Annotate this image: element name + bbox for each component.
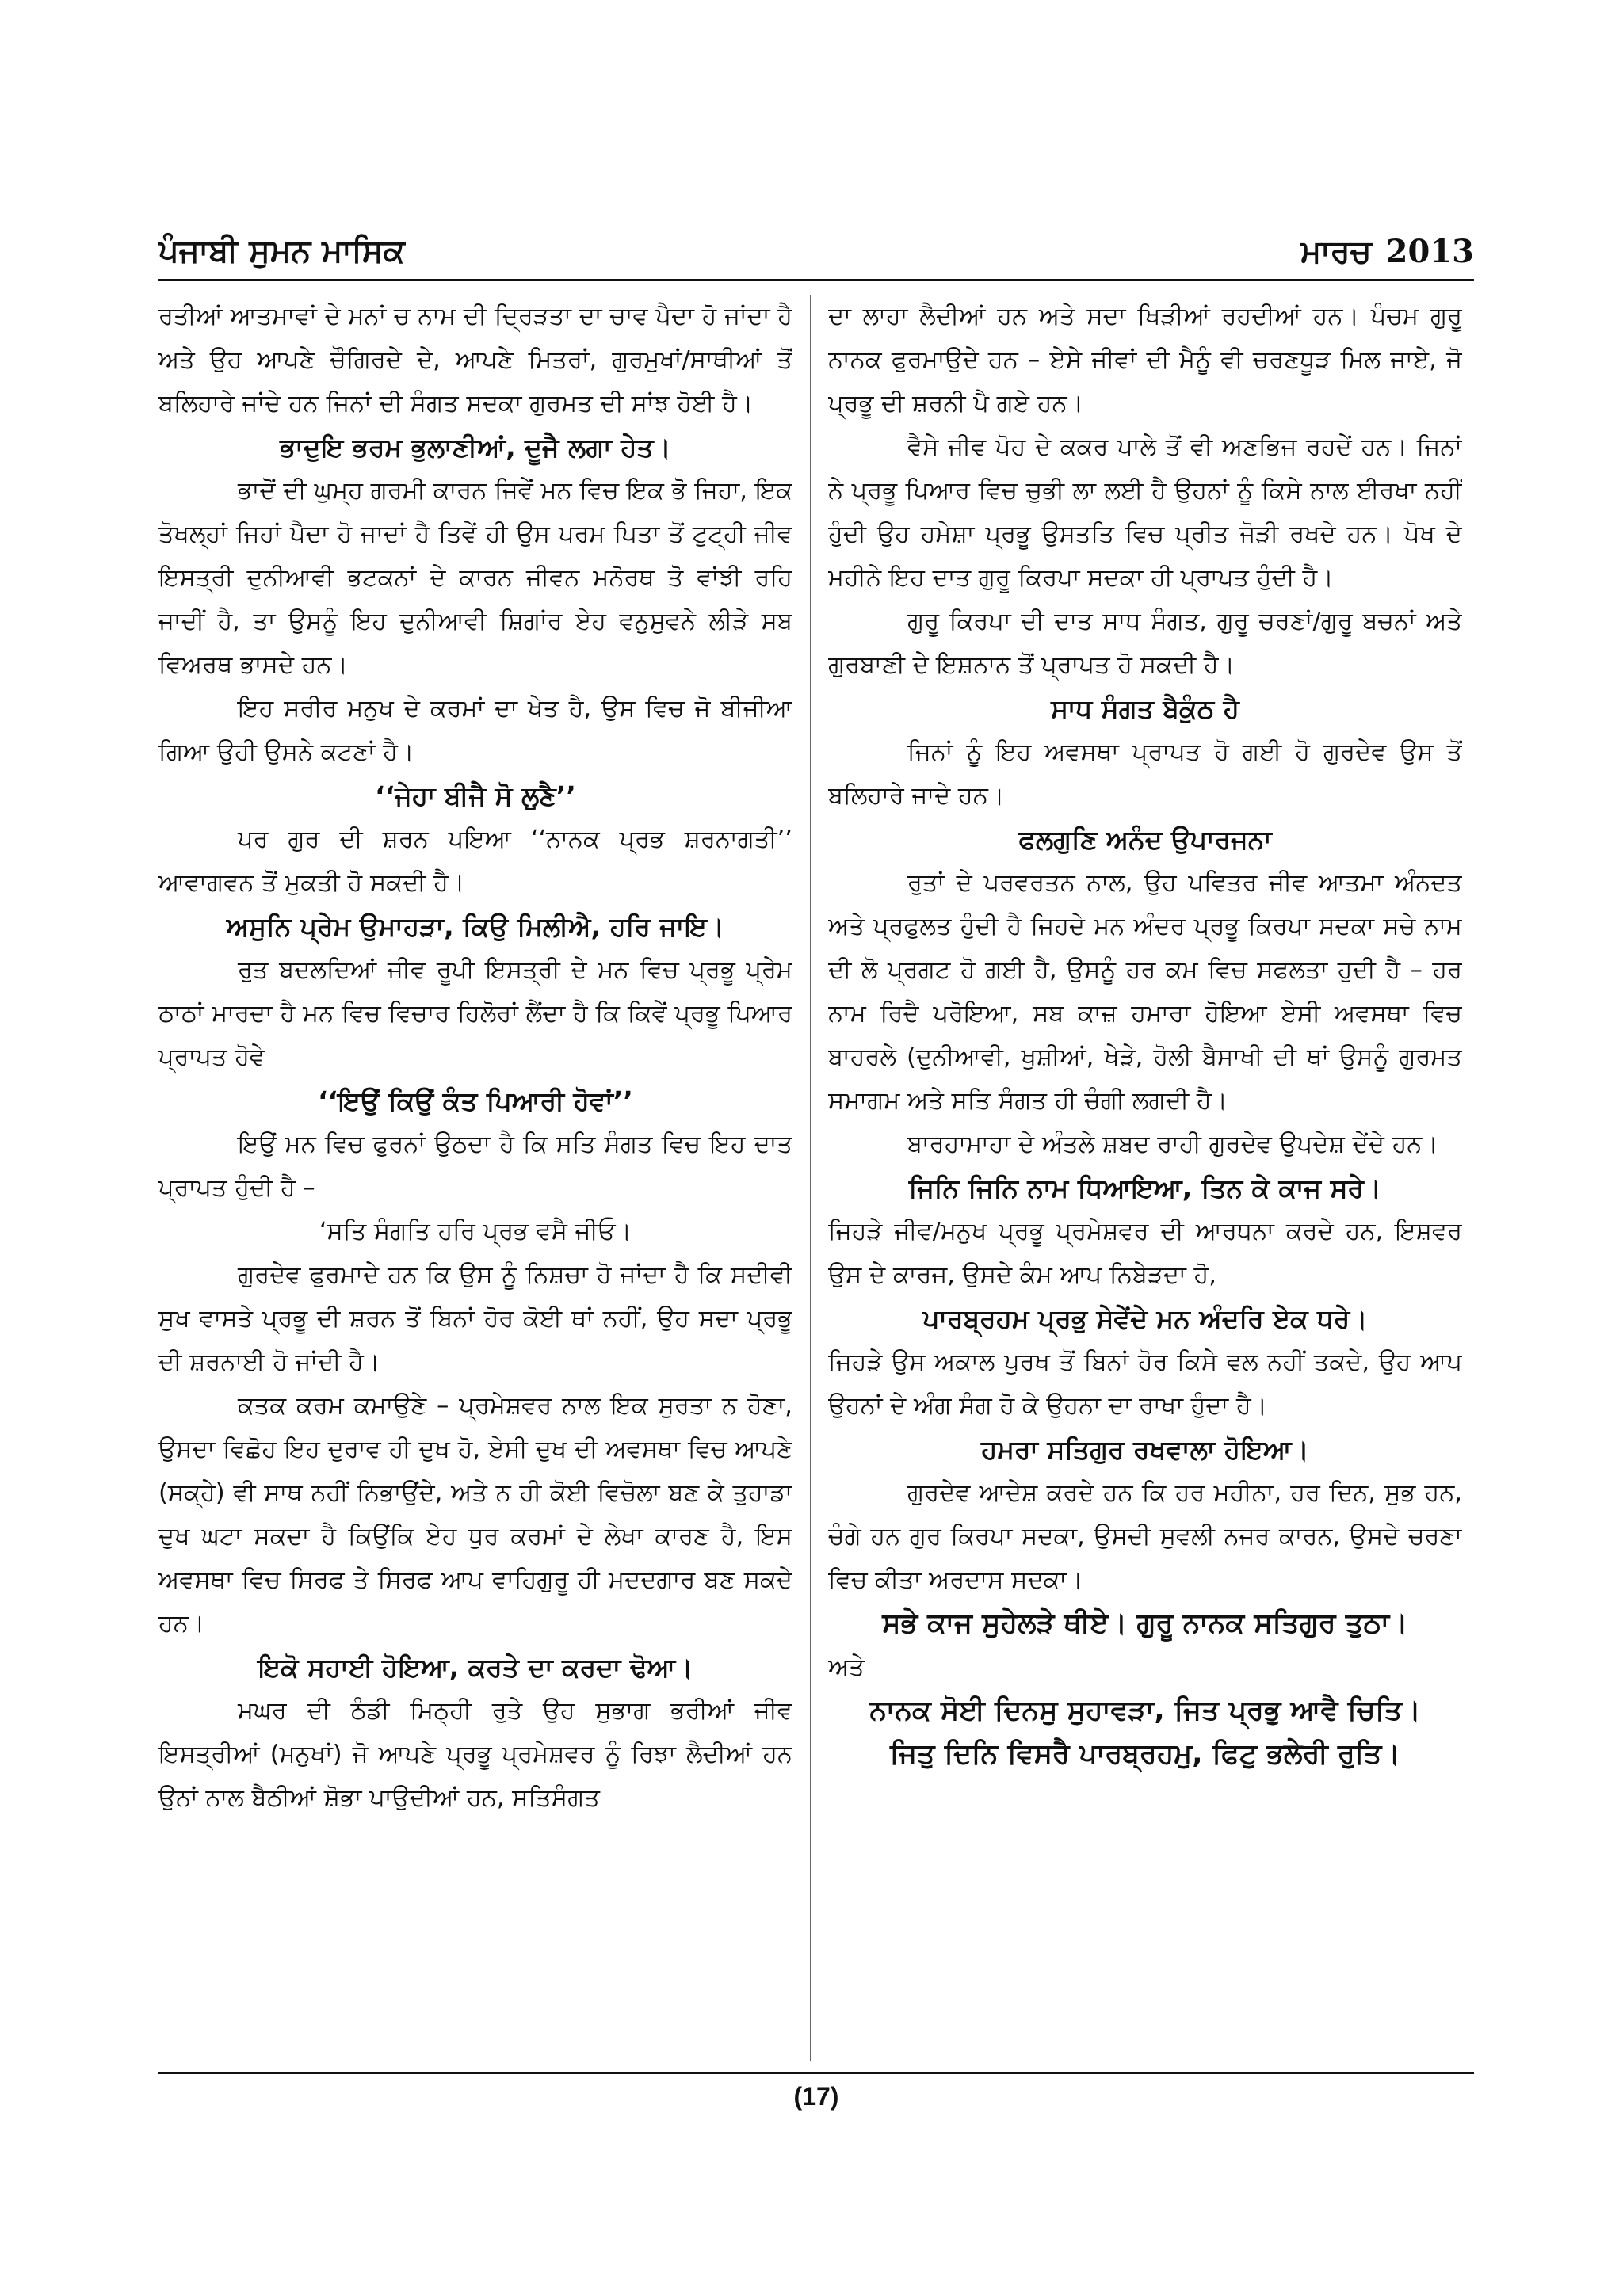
verse-heading: ਨਾਨਕ ਸੋਈ ਦਿਨਸੁ ਸੁਹਾਵੜਾ, ਜਿਤ ਪ੍ਰਭੁ ਆਵੈ ਚਿਤਿ। [869,1695,1421,1726]
paragraph: ਇਹ ਸਰੀਰ ਮਨੁਖ ਦੇ ਕਰਮਾਂ ਦਾ ਖੇਤ ਹੈ, ਉਸ ਵਿਚ ਜੋ ਬੀਜੀਆ ਗਿਆ ਉਹੀ ਉਸਨੇ ਕਟਣਾਂ ਹੈ। [158,695,792,766]
verse-heading: ਇਕੋ ਸਹਾਈ ਹੋਇਆ, ਕਰਤੇ ਦਾ ਕਰਦਾ ਢੋਆ। [258,1652,693,1683]
paragraph: ਮਘਰ ਦੀ ਠੰਡੀ ਮਿਠ੍ਹੀ ਰੁਤੇ ਉਹ ਸੁਭਾਗ ਭਰੀਆਂ ਜੀਵ ਇਸਤ੍ਰੀਆਂ (ਮਨੁਖਾਂ) ਜੋ ਆਪਣੇ ਪ੍ਰਭੂ ਪ੍ਰਮੇਸ਼ਵਰ ਨੂੰ ਰਿਝਾ ਲੈਦੀਆਂ ਹਨ ਉਨਾਂ ਨਾਲ ਬੈਠੀਆਂ ਸ਼ੋਭਾ ਪਾਉਦੀਆਂ ਹਨ, ਸਤਿਸੰਗਤ [158,1697,792,1812]
issue-month: ਮਾਰਚ [1300,234,1372,270]
right-column [828,295,1462,2061]
paragraph: ਜਿਨਾਂ ਨੂੰ ਇਹ ਅਵਸਥਾ ਪ੍ਰਾਪਤ ਹੋ ਗਈ ਹੋ ਗੁਰਦੇਵ ਉਸ ਤੋਂ ਬਲਿਹਾਰੇ ਜਾਦੇ ਹਨ। [828,738,1462,810]
verse-heading: ਜਿਤੁ ਦਿਨਿ ਵਿਸਰੈ ਪਾਰਬ੍ਰਹਮੁ, ਫਿਟੁ ਭਲੇਰੀ ਰੁਤਿ। [890,1738,1400,1770]
verse-heading: ਅਸੁਨਿ ਪ੍ਰੇਮ ਉਮਾਹੜਾ, ਕਿਉ ਮਿਲੀਐ, ਹਰਿ ਜਾਇ। [226,911,725,942]
conjunction-line: ਅਤੇ [828,1653,865,1681]
paragraph: ਪਰ ਗੁਰ ਦੀ ਸ਼ਰਨ ਪਇਆ ‘‘ਨਾਨਕ ਪ੍ਰਭ ਸ਼ਰਨਾਗਤੀ’’ ਆਵਾਗਵਨ ਤੋਂ ਮੁਕਤੀ ਹੋ ਸਕਦੀ ਹੈ। [158,826,792,897]
paragraph: ਕਤਕ ਕਰਮ ਕਮਾਉਣੇ – ਪ੍ਰਮੇਸ਼ਵਰ ਨਾਲ ਇਕ ਸੁਰਤਾ ਨ ਹੋਣਾ, ਉਸਦਾ ਵਿਛੋਹ ਇਹ ਦੁਰਾਵ ਹੀ ਦੁਖ ਹੋ, ਏਸੀ ਦੁਖ ਦੀ ਅਵਸਥਾ ਵਿਚ ਆਪਣੇ (ਸਕ੍ਹੇ) ਵੀ ਸਾਥ ਨਹੀਂ ਨਿਭਾਉਂਦੇ, ਅਤੇ ਨ ਹੀ ਕੋਈ ਵਿਚੋਲਾ ਬਣ ਕੇ ਤੁਹਾਡਾ ਦੁਖ ਘਟਾ ਸਕਦਾ ਹੈ ਕਿਉਂਕਿ ਏਹ ਧੁਰ ਕਰਮਾਂ ਦੇ ਲੇਖਾ ਕਾਰਣ ਹੈ, ਇਸ ਅਵਸਥਾ ਵਿਚ ਸਿਰਫ ਤੇ ਸਿਰਫ ਆਪ ਵਾਹਿਗੁਰੂ ਹੀ ਮਦਦਗਾਰ ਬਣ ਸਕਦੇ ਹਨ। [158,1392,792,1638]
issue-date [1300,233,1474,270]
header-rule [158,279,1474,281]
left-column [158,295,792,2061]
issue-year: 2013 [1385,233,1474,270]
verse-heading: ਪਾਰਬ੍ਰਹਮ ਪ੍ਰਭੁ ਸੇਵੇਂਦੇ ਮਨ ਅੰਦਰਿ ਏਕ ਧਰੇ। [922,1303,1368,1334]
footer-rule [158,2072,1474,2074]
verse-heading: ‘‘ਜੇਹਾ ਬੀਜੈ ਸੋ ਲੁਣੈ’’ [375,780,576,811]
paragraph: ਇਉਂ ਮਨ ਵਿਚ ਫੁਰਨਾਂ ਉਠਦਾ ਹੈ ਕਿ ਸਤਿ ਸੰਗਤ ਵਿਚ ਇਹ ਦਾਤ ਪ੍ਰਾਪਤ ਹੁੰਦੀ ਹੈ – [158,1131,792,1202]
paragraph: ਗੁਰਦੇਵ ਆਦੇਸ਼ ਕਰਦੇ ਹਨ ਕਿ ਹਰ ਮਹੀਨਾ, ਹਰ ਦਿਨ, ਸੁਭ ਹਨ, ਚੰਗੇ ਹਨ ਗੁਰ ਕਿਰਪਾ ਸਦਕਾ, ਉਸਦੀ ਸੁਵਲੀ ਨਜਰ ਕਾਰਨ, ਉਸਦੇ ਚਰਣਾ ਵਿਚ ਕੀਤਾ ਅਰਦਾਸ ਸਦਕਾ। [828,1479,1462,1594]
paragraph: ਰੁਤ ਬਦਲਦਿਆਂ ਜੀਵ ਰੂਪੀ ਇਸਤ੍ਰੀ ਦੇ ਮਨ ਵਿਚ ਪ੍ਰਭੂ ਪ੍ਰੇਮ ਠਾਠਾਂ ਮਾਰਦਾ ਹੈ ਮਨ ਵਿਚ ਵਿਚਾਰ ਹਿਲੋਰਾਂ ਲੈਂਦਾ ਹੈ ਕਿ ਕਿਵੇਂ ਪ੍ਰਭੂ ਪਿਆਰ ਪ੍ਰਾਪਤ ਹੋਵੇ [158,956,792,1071]
verse-heading: ‘‘ਇਉਂ ਕਿਉਂ ਕੰਤ ਪਿਆਰੀ ਹੋਵਾਂ’’ [318,1085,633,1116]
verse-heading: ਫਲਗੁਣਿ ਅਨੰਦ ਉਪਾਰਜਨਾ [1018,824,1272,855]
magazine-title: ਪੰਜਾਬੀ ਸੁਮਨ ਮਾਸਿਕ [158,233,405,269]
paragraph: ਗੁਰੂ ਕਿਰਪਾ ਦੀ ਦਾਤ ਸਾਧ ਸੰਗਤ, ਗੁਰੂ ਚਰਣਾਂ/ਗੁਰੂ ਬਚਨਾਂ ਅਤੇ ਗੁਰਬਾਣੀ ਦੇ ਇਸ਼ਨਾਨ ਤੋਂ ਪ੍ਰਾਪਤ ਹੋ ਸਕਦੀ ਹੈ। [828,608,1462,679]
paragraph: ਜਿਹੜੇ ਉਸ ਅਕਾਲ ਪੁਰਖ ਤੋਂ ਬਿਨਾਂ ਹੋਰ ਕਿਸੇ ਵਲ ਨਹੀਂ ਤਕਦੇ, ਉਹ ਆਪ ਉਹਨਾਂ ਦੇ ਅੰਗ ਸੰਗ ਹੋ ਕੇ ਉਹਨਾ ਦਾ ਰਾਖਾ ਹੁੰਦਾ ਹੈ। [828,1348,1462,1420]
paragraph: ਰੁਤਾਂ ਦੇ ਪਰਵਰਤਨ ਨਾਲ, ਉਹ ਪਵਿਤਰ ਜੀਵ ਆਤਮਾ ਅੰਨਦਤ ਅਤੇ ਪ੍ਰਫੁਲਤ ਹੁੰਦੀ ਹੈ ਜਿਹਦੇ ਮਨ ਅੰਦਰ ਪ੍ਰਭੂ ਕਿਰਪਾ ਸਦਕਾ ਸਚੇ ਨਾਮ ਦੀ ਲੋ ਪ੍ਰਗਟ ਹੋ ਗਈ ਹੈ, ਉਸਨੂੰ ਹਰ ਕਮ ਵਿਚ ਸਫਲਤਾ ਹੁਦੀ ਹੈ – ਹਰ ਨਾਮ ਰਿਦੈ ਪਰੋਇਆ, ਸਬ ਕਾਜ਼ ਹਮਾਰਾ ਹੋਇਆ ਏਸੀ ਅਵਸਥਾ ਵਿਚ ਬਾਹਰਲੇ (ਦੁਨੀਆਵੀ, ਖੁਸ਼ੀਆਂ, ਖੇੜੇ, ਹੋਲੀ ਬੈਸਾਖੀ ਦੀ ਥਾਂ ਉਸਨੂੰ ਗੁਰਮਤ ਸਮਾਗਮ ਅਤੇ ਸਤਿ ਸੰਗਤ ਹੀ ਚੰਗੀ ਲਗਦੀ ਹੈ। [828,869,1462,1115]
page-number: (17) [793,2082,839,2111]
paragraph: ਬਾਰਹਾਮਾਹਾ ਦੇ ਅੰਤਲੇ ਸ਼ਬਦ ਰਾਹੀ ਗੁਰਦੇਵ ਉਪਦੇਸ਼ ਦੇਂਦੇ ਹਨ। [907,1131,1438,1158]
verse-heading: ਭਾਦੁਇ ਭਰਮ ਭੁਲਾਣੀਆਂ, ਦੂਜੈ ਲਗਾ ਹੇਤ। [280,432,671,463]
paragraph: ਦਾ ਲਾਹਾ ਲੈਦੀਆਂ ਹਨ ਅਤੇ ਸਦਾ ਖਿੜੀਆਂ ਰਹਦੀਆਂ ਹਨ। ਪੰਚਮ ਗੁਰੂ ਨਾਨਕ ਫੁਰਮਾਉਦੇ ਹਨ – ਏਸੇ ਜੀਵਾਂ ਦੀ ਮੈਨੂੰ ਵੀ ਚਰਣਧੂੜ ਮਿਲ ਜਾਏ, ਜੋ ਪ੍ਰਭੂ ਦੀ ਸ਼ਰਨੀ ਪੈ ਗਏ ਹਨ। [828,303,1462,418]
paragraph: ਜਿਹੜੇ ਜੀਵ/ਮਨੁਖ ਪ੍ਰਭੂ ਪ੍ਰਮੇਸ਼ਵਰ ਦੀ ਆਰਧਨਾ ਕਰਦੇ ਹਨ, ਇਸ਼ਵਰ ਉਸ ਦੇ ਕਾਰਜ, ਉਸਦੇ ਕੰਮ ਆਪ ਨਿਬੇੜਦਾ ਹੋ, [828,1218,1462,1289]
paragraph: ਗੁਰਦੇਵ ਫੁਰਮਾਦੇ ਹਨ ਕਿ ਉਸ ਨੂੰ ਨਿਸ਼ਚਾ ਹੋ ਜਾਂਦਾ ਹੈ ਕਿ ਸਦੀਵੀ ਸੁਖ ਵਾਸਤੇ ਪ੍ਰਭੂ ਦੀ ਸ਼ਰਨ ਤੋਂ ਬਿਨਾਂ ਹੋਰ ਕੋਈ ਥਾਂ ਨਹੀਂ, ਉਹ ਸਦਾ ਪ੍ਰਭੂ ਦੀ ਸ਼ਰਨਾਈ ਹੋ ਜਾਂਦੀ ਹੈ। [158,1261,792,1376]
verse-heading: ਹਮਰਾ ਸਤਿਗੁਰ ਰਖਵਾਲਾ ਹੋਇਆ। [981,1434,1309,1465]
verse-quote: ‘ਸਤਿ ਸੰਗਤਿ ਹਰਿ ਪ੍ਰਭ ਵਸੈ ਜੀਓ। [319,1218,632,1245]
verse-heading: ਸਾਧ ਸੰਗਤ ਬੈਕੁੰਠ ਹੈ [1051,693,1239,724]
page-header [158,230,1474,285]
verse-heading: ਜਿਨਿ ਜਿਨਿ ਨਾਮ ਧਿਆਇਆ, ਤਿਨ ਕੇ ਕਾਜ ਸਰੇ। [908,1173,1382,1203]
verse-heading: ਸਭੇ ਕਾਜ ਸੁਹੇਲੜੇ ਥੀਏ। ਗੁਰੂ ਨਾਨਕ ਸਤਿਗੁਰ ਤੁਠਾ। [882,1608,1408,1639]
column-divider [810,295,812,2061]
paragraph: ਰਤੀਆਂ ਆਤਮਾਵਾਂ ਦੇ ਮਨਾਂ ਚ ਨਾਮ ਦੀ ਦ੍ਰਿੜਤਾ ਦਾ ਚਾਵ ਪੈਦਾ ਹੋ ਜਾਂਦਾ ਹੈ ਅਤੇ ਉਹ ਆਪਣੇ ਚੌਗਿਰਦੇ ਦੇ, ਆਪਣੇ ਮਿਤਰਾਂ, ਗੁਰਮੁਖਾਂ/ਸਾਥੀਆਂ ਤੋਂ ਬਲਿਹਾਰੇ ਜਾਂਦੇ ਹਨ ਜਿਨਾਂ ਦੀ ਸੰਗਤ ਸਦਕਾ ਗੁਰਮਤ ਦੀ ਸਾਂਝ ਹੋਈ ਹੈ। [158,303,792,418]
paragraph: ਭਾਦੋਂ ਦੀ ਘੁਮ੍ਹ ਗਰਮੀ ਕਾਰਨ ਜਿਵੇਂ ਮਨ ਵਿਚ ਇਕ ਭੋ ਜਿਹਾ, ਇਕ ਤੋਖਲ੍ਹਾਂ ਜਿਹਾਂ ਪੈਦਾ ਹੋ ਜਾਦਾਂ ਹੈ ਤਿਵੇਂ ਹੀ ਉਸ ਪਰਮ ਪਿਤਾ ਤੋਂ ਟੁਟ੍ਹੀ ਜੀਵ ਇਸਤ੍ਰੀ ਦੁਨੀਆਵੀ ਭਟਕਨਾਂ ਦੇ ਕਾਰਨ ਜੀਵਨ ਮਨੋਰਥ ਤੋ ਵਾਂਝੀ ਰਹਿ ਜਾਦੀਂ ਹੈ, ਤਾ ਉਸਨੂੰ ਇਹ ਦੁਨੀਆਵੀ ਸ਼ਿਗਾਂਰ ਏਹ ਵਨੁਸੁਵਨੇ ਲੀੜੇ ਸਬ ਵਿਅਰਥ ਭਾਸਦੇ ਹਨ। [158,477,792,679]
paragraph: ਵੈਸੇ ਜੀਵ ਪੋਹ ਦੇ ਕਕਰ ਪਾਲੇ ਤੋਂ ਵੀ ਅਣਭਿਜ ਰਹਦੇਂ ਹਨ। ਜਿਨਾਂ ਨੇ ਪ੍ਰਭੂ ਪਿਆਰ ਵਿਚ ਚੁਭੀ ਲਾ ਲਈ ਹੈ ਉਹਨਾਂ ਨੂੰ ਕਿਸੇ ਨਾਲ ਈਰਖਾ ਨਹੀਂ ਹੁੰਦੀ ਉਹ ਹਮੇਸ਼ਾ ਪ੍ਰਭੂ ਉਸਤਤਿ ਵਿਚ ਪ੍ਰੀਤ ਜੋੜੀ ਰਖਦੇ ਹਨ। ਪੋਖ ਦੇ ਮਹੀਨੇ ਇਹ ਦਾਤ ਗੁਰੂ ਕਿਰਪਾ ਸਦਕਾ ਹੀ ਪ੍ਰਾਪਤ ਹੁੰਦੀ ਹੈ। [828,433,1462,592]
